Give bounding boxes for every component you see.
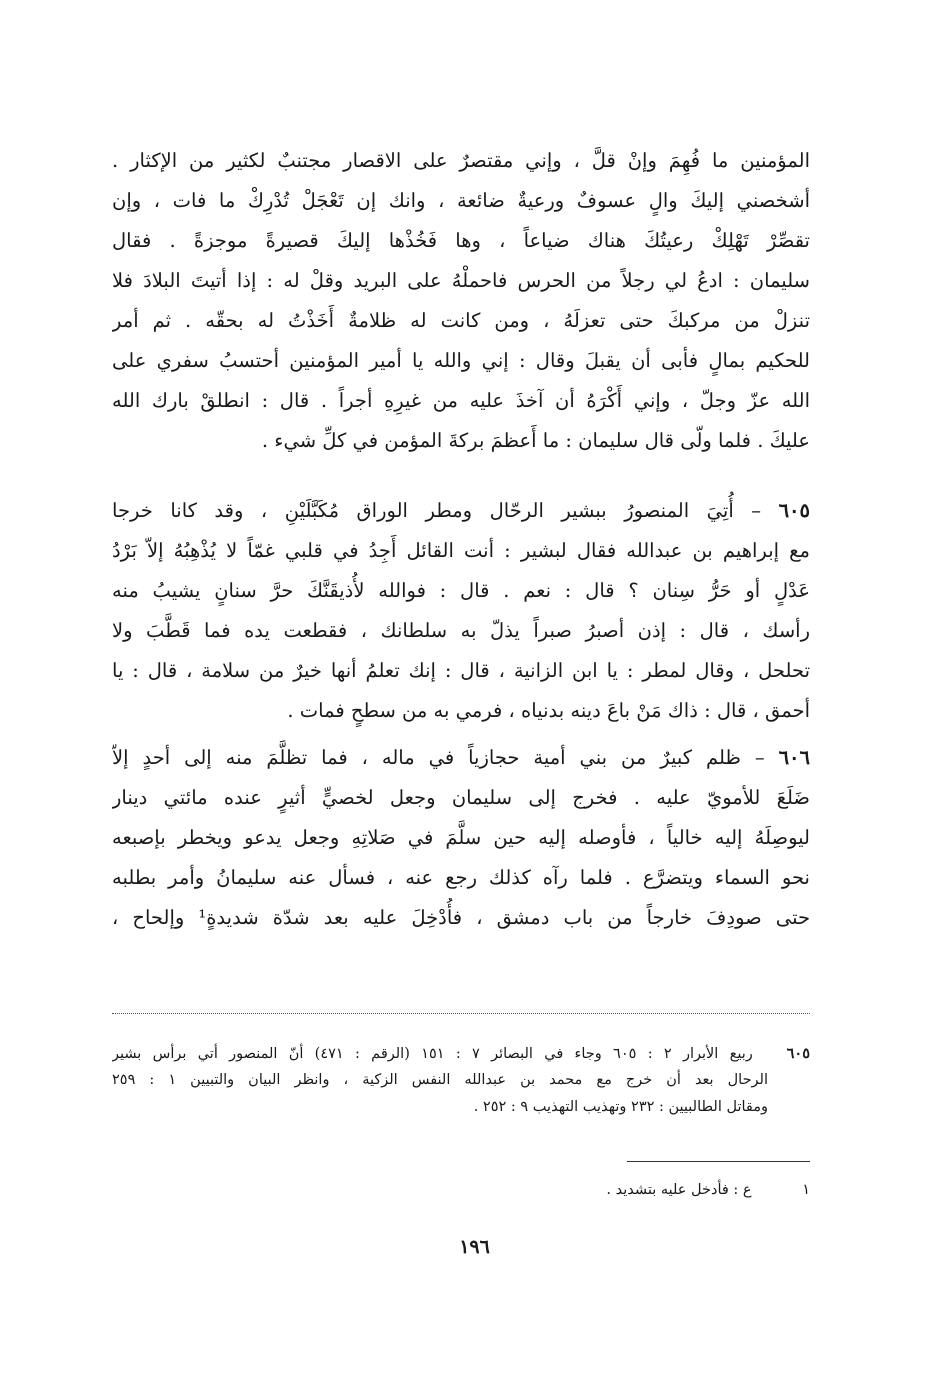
entry-number: ٦٠٥: [778, 499, 810, 522]
entry-first-line-text: – أُتِيَ المنصورُ ببشير الرحّال ومطر الوراق مُكَبَّلَيْنِ ، وقد كانا خرجا: [112, 499, 762, 522]
text-line: تحلحل ، وقال لمطر : يا ابن الزانية ، قال : إنك تعلمُ أنها خيرٌ من سلامة ، قال : يا: [112, 659, 810, 682]
footnote-line: الرحال بعد أن خرج مع محمد بن عبدالله النفس الزكية ، وانظر البيان والتبيين ١ : ٢٥٩: [112, 1072, 768, 1088]
entry-605-paragraph: [112, 491, 810, 731]
text-line: عليكَ . فلما ولّى قال سليمان : ما أَعظمَ بركةَ المؤمن في كلِّ شيء .: [261, 429, 810, 452]
entry-number: ٦٠٦: [778, 746, 810, 769]
text-line: الله عزّ وجلّ ، وإني أَكْرَهُ أن آخذَ عليه من غيرِهِ أجراً . قال : انطلقْ بارك الله: [112, 389, 810, 412]
text-line: تقصِّرْ تَهْلِكْ رعيتُكَ هناك ضياعاً ، وها فَخُذْها إليكَ قصيرةً موجزةً . فقال: [112, 229, 810, 252]
text-line: ضَلَعَ للأمويّ عليه . فخرج إلى سليمان وجعل لخصيٍّ أثيرٍ عنده مائتي دينار: [112, 786, 810, 809]
apparatus-note: [112, 1177, 810, 1204]
text-line: المؤمنين ما فُهِمَ وإنْ قلَّ ، وإني مقتصرٌ على الاقصار مجتنبٌ لكثير من الإكثار .: [112, 149, 810, 172]
text-line: ليوصِلَهُ إليه خالياً ، فأوصله إليه حين سلَّمَ في صَلاتِهِ وجعل يدعو ويخطر بإصبعه: [112, 826, 810, 849]
entry-first-line: [112, 738, 810, 778]
footnote-line: [112, 1040, 810, 1067]
page-number: ١٩٦: [459, 1236, 490, 1258]
footnote-number: ٦٠٥: [786, 1045, 810, 1062]
text-line: أشخصني إليكَ والٍ عسوفٌ ورعيةٌ ضائعة ، وانك إن تَعْجَلْ تُدْرِكْ ما فات ، وإن: [112, 189, 810, 212]
text-line: نحو السماء ويتضرَّع . فلما رآه كذلك رجع عنه ، فسأل عنه سليمانُ وأمر بطلبه: [112, 866, 810, 889]
text-line: للحكيم بمالٍ فأبى أن يقبلَ وقال : إني والله يا أمير المؤمنين أحتسبُ سفري على: [112, 349, 810, 372]
text-line: مع إبراهيم بن عبدالله فقال لبشير : أنت القائل أَجِدُ في قلبي غمّاً لا يُذْهِبُهُ إلاّ بَرْدُ: [112, 539, 810, 562]
text-line: تنزلْ من مركبكَ حتى تعزلَهُ ، ومن كانت له ظلامةٌ أَخَذْتُ له بحقّه . ثم أمر: [112, 309, 810, 332]
intro-paragraph: [112, 141, 810, 461]
footnote-line: ومقاتل الطالبيين : ٢٣٢ وتهذيب التهذيب ٩ : ٢٥٢ .: [473, 1099, 768, 1115]
text-line: حتى صودِفَ خارجاً من باب دمشق ، فأُدْخِلَ عليه بعد شدّة شديدةٍ¹ وإلحاح ،: [112, 906, 810, 929]
text-line: عَدْلٍ أو حَرُّ سِنان ؟ قال : نعم . قال : فوالله لأُذيقَنَّكَ حرَّ سنانٍ يشيبُ منه: [112, 579, 810, 602]
footnote-605: [112, 1040, 810, 1121]
apparatus-number: ١: [802, 1182, 810, 1198]
entry-first-line: [112, 491, 810, 531]
apparatus-separator: [627, 1161, 810, 1162]
apparatus-text: ع : فأدخل عليه بتشديد .: [606, 1182, 752, 1198]
entry-606-paragraph: [112, 738, 810, 938]
footnote-line-text: ربيع الأبرار ٢ : ٦٠٥ وجاء في البصائر ٧ : ١٥١ (الرقم : ٤٧١) أنّ المنصور أتي برأس بشير: [112, 1046, 753, 1062]
entry-first-line-text: – ظلم كبيرٌ من بني أمية حجازياً في ماله ، فما تظلَّمَ منه إلى أحدٍ إلاّ: [112, 746, 765, 769]
text-line: رأسك ، قال : إذن أصبرُ صبراً يذلّ به سلطانك ، فقطعت يده فما قَطَّبَ ولا: [112, 619, 810, 642]
text-line: أحمق ، قال : ذاك مَنْ باعَ دينه بدنياه ، فرمي به من سطحٍ فمات .: [287, 699, 810, 722]
text-line: سليمان : ادعُ لي رجلاً من الحرس فاحملْهُ على البريد وقلْ له : إذا أتيتَ البلادَ فلا: [112, 269, 810, 292]
footnote-separator: [112, 1013, 810, 1014]
